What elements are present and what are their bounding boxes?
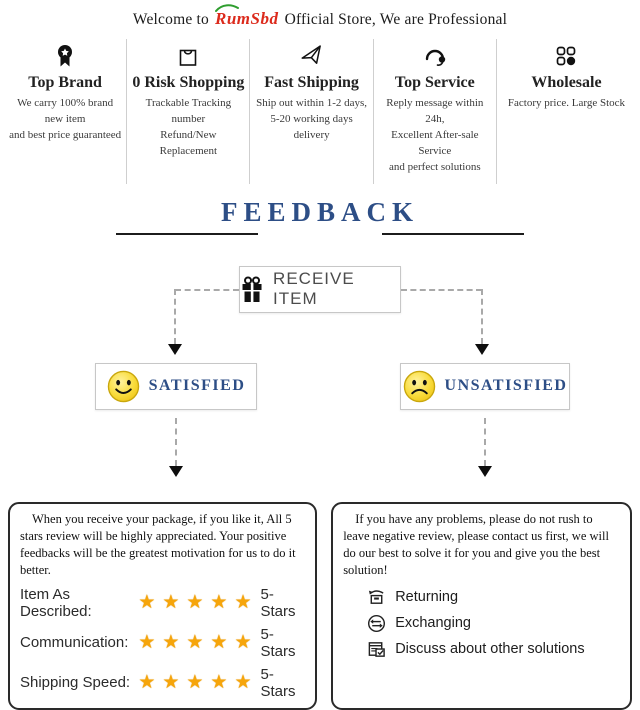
feature-desc-line: We carry 100% brand new item — [17, 97, 114, 125]
feature-desc-line: Factory price. Large Stock — [507, 97, 626, 109]
unsatisfied-label: UNSATISFIED — [444, 377, 568, 395]
divider-line-left — [116, 233, 258, 235]
gift-icon — [240, 275, 264, 303]
rating-value: 5-Stars — [260, 585, 296, 620]
feature-title: Top Service — [394, 74, 475, 91]
solution-label: Exchanging — [395, 615, 471, 632]
logo-swoosh-icon — [214, 3, 240, 12]
feedback-heading — [0, 197, 640, 235]
medal-icon — [9, 43, 121, 69]
unsatisfied-panel-text: If you have any problems, please do not rush to leave negative review, please contact us first, we will do our best to solve it for you and give you the best solution! — [343, 511, 609, 577]
rating-label: Item As Described: — [20, 585, 92, 620]
arrow-down-icon — [168, 344, 182, 355]
exchange-icon — [367, 614, 386, 633]
connector-right-horizontal — [401, 289, 482, 291]
feature-desc-line: Reply message within 24h, — [386, 97, 484, 125]
store-logo-text: RumSbd — [215, 9, 279, 28]
arrow-down-icon — [169, 466, 183, 477]
wholesale-grid-icon — [502, 43, 631, 69]
feature-desc — [379, 96, 491, 176]
feature-desc-line: Trackable Tracking number — [145, 97, 232, 125]
receive-item-label: RECEIVE ITEM — [273, 269, 355, 309]
feature-desc — [255, 96, 367, 144]
connector-left-vertical — [174, 289, 176, 344]
feature-title: Top Brand — [28, 74, 102, 91]
rating-label: Communication: — [20, 634, 129, 652]
solution-returning — [367, 588, 620, 607]
connector-left-horizontal — [175, 289, 239, 291]
feature-title: Wholesale — [531, 74, 602, 91]
solution-list — [343, 588, 620, 659]
rating-value: 5-Stars — [260, 625, 296, 660]
arrow-down-icon — [478, 466, 492, 477]
rating-row-communication — [20, 626, 305, 660]
feature-top-service — [374, 39, 497, 184]
connector-satisfied-down — [175, 418, 177, 466]
arrow-down-icon — [475, 344, 489, 355]
feedback-flowchart — [0, 238, 640, 483]
feature-title: 0 Risk Shopping — [132, 74, 245, 91]
feature-desc — [502, 96, 631, 112]
connector-unsatisfied-down — [484, 418, 486, 466]
satisfied-box — [95, 363, 257, 410]
feature-desc-line: and best price guaranteed — [9, 128, 122, 141]
unsatisfied-box — [400, 363, 570, 410]
feedback-title: FEEDBACK — [220, 196, 420, 227]
receive-item-box — [239, 266, 401, 313]
feature-desc-line: and perfect solutions — [388, 160, 481, 173]
welcome-header — [0, 0, 640, 29]
rating-row-item-described — [20, 586, 305, 620]
headset-icon — [379, 43, 491, 69]
shopping-bag-icon — [132, 43, 244, 69]
satisfied-panel-text: When you receive your package, if you like it, All 5 stars review will be highly appreciated. Your positive feedbacks will be the greatest motivation for us to do it better. — [20, 511, 296, 577]
star-icons: ★★★★★ — [138, 672, 259, 694]
return-box-icon — [367, 588, 386, 607]
feature-desc-line: Excellent After-sale Service — [391, 128, 479, 157]
happy-face-icon — [107, 370, 140, 403]
feature-desc — [132, 96, 244, 160]
store-logo — [213, 9, 280, 29]
feature-risk-shopping — [127, 39, 250, 184]
welcome-prefix: Welcome to — [132, 11, 209, 28]
feature-desc — [9, 96, 121, 144]
solution-label: Returning — [395, 589, 459, 606]
star-icons: ★★★★★ — [138, 592, 259, 614]
feature-desc-line: Refund/New Replacement — [159, 128, 218, 157]
satisfied-label: SATISFIED — [148, 377, 246, 395]
discuss-note-icon — [367, 640, 386, 659]
feature-desc-line: 5-20 working days delivery — [270, 112, 353, 141]
star-icons: ★★★★★ — [138, 632, 259, 654]
feature-wholesale — [497, 39, 636, 184]
welcome-suffix: Official Store, We are Professional — [284, 11, 508, 28]
rating-row-shipping-speed — [20, 666, 305, 700]
solution-exchanging — [367, 614, 620, 633]
solution-label: Discuss about other solutions — [395, 641, 585, 658]
connector-right-vertical — [481, 289, 483, 344]
feedback-divider — [0, 232, 640, 235]
features-row — [0, 39, 640, 184]
rating-rows — [20, 586, 305, 700]
rating-value: 5-Stars — [260, 665, 296, 700]
rating-label: Shipping Speed: — [20, 674, 131, 692]
sad-face-icon — [403, 370, 436, 403]
feature-top-brand — [4, 39, 127, 184]
feature-desc-line: Ship out within 1-2 days, — [256, 97, 368, 109]
divider-line-right — [382, 233, 524, 235]
feature-title: Fast Shipping — [264, 74, 359, 91]
feature-fast-shipping — [250, 39, 373, 184]
paper-plane-icon — [255, 43, 367, 69]
solution-discuss — [367, 640, 620, 659]
